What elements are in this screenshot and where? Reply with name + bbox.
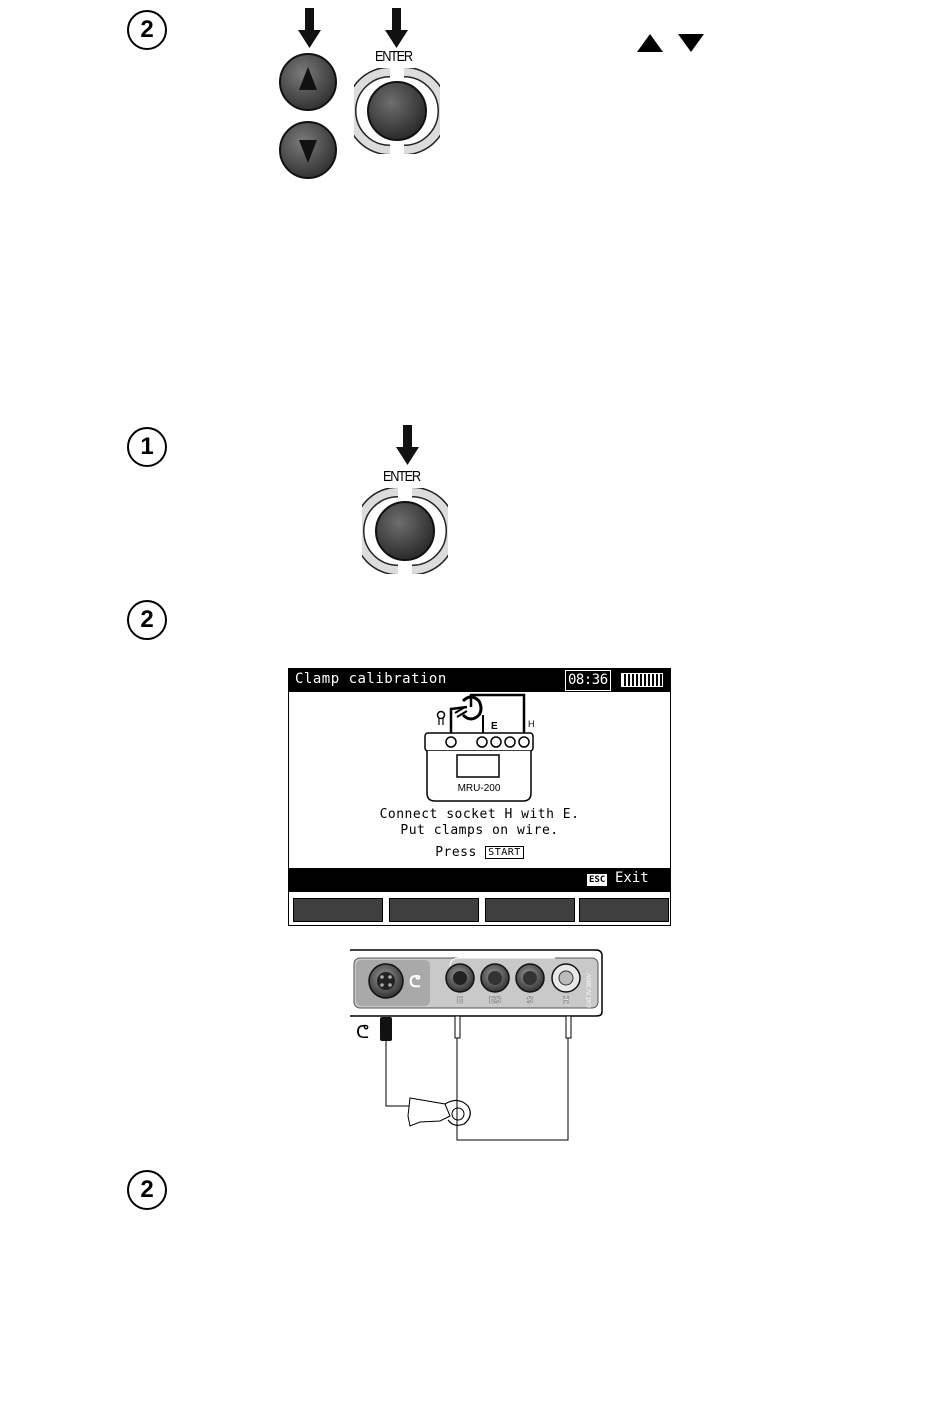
press-arrow-icon xyxy=(382,8,412,50)
screen-clock: 08:36 xyxy=(565,670,611,691)
press-arrow-icon xyxy=(295,8,325,50)
connection-diagram xyxy=(419,693,549,805)
esc-key-icon: ESC xyxy=(589,875,606,885)
meter-screen xyxy=(288,668,671,926)
screen-message-line1: Connect socket H with E. xyxy=(379,807,580,822)
svg-text:H: H xyxy=(562,995,570,1005)
step-badge-1: 1 xyxy=(127,427,167,467)
svg-text:E: E xyxy=(456,995,464,1005)
press-label: Press xyxy=(435,845,477,860)
start-key-icon: START xyxy=(485,846,524,859)
up-key[interactable] xyxy=(278,52,338,112)
rating-label: CAT IV 300V xyxy=(587,973,593,1008)
clamp-plug xyxy=(380,1017,392,1041)
step-badge-2: 2 xyxy=(127,10,167,50)
clamp-icon xyxy=(438,712,445,726)
socket-h-label: H xyxy=(528,719,535,729)
press-arrow-icon xyxy=(393,425,423,467)
battery-icon xyxy=(621,673,663,687)
up-triangle-icon xyxy=(635,32,665,54)
enter-key[interactable] xyxy=(354,68,440,154)
press-start-hint xyxy=(289,845,670,860)
enter-key[interactable] xyxy=(362,488,448,574)
svg-text:ES: ES xyxy=(488,995,502,1005)
softkey-4[interactable] xyxy=(579,898,669,922)
screen-header xyxy=(289,669,670,692)
enter-key-label: ENTER xyxy=(383,468,420,485)
clamp-symbol-icon: ᕦ xyxy=(409,974,421,991)
softkey-1[interactable] xyxy=(293,898,383,922)
device-label: MRU-200 xyxy=(457,783,501,794)
screen-title: Clamp calibration xyxy=(295,671,447,687)
socket-e-label: E xyxy=(491,721,498,732)
enter-key-label: ENTER xyxy=(375,48,412,65)
current-clamp-icon xyxy=(408,1098,470,1126)
svg-text:S: S xyxy=(526,995,534,1005)
socket-panel-diagram xyxy=(350,946,606,1146)
softkey-2[interactable] xyxy=(389,898,479,922)
down-key[interactable] xyxy=(278,120,338,180)
down-triangle-icon xyxy=(676,32,706,54)
screen-message-line2: Put clamps on wire. xyxy=(400,823,559,838)
exit-label: Exit xyxy=(615,870,649,886)
step-badge-2: 2 xyxy=(127,1170,167,1210)
step-badge-2: 2 xyxy=(127,600,167,640)
softkey-3[interactable] xyxy=(485,898,575,922)
softkey-bar xyxy=(289,892,670,925)
screen-footer xyxy=(289,868,670,892)
clamp-symbol-icon: ᕦ xyxy=(356,1022,370,1042)
